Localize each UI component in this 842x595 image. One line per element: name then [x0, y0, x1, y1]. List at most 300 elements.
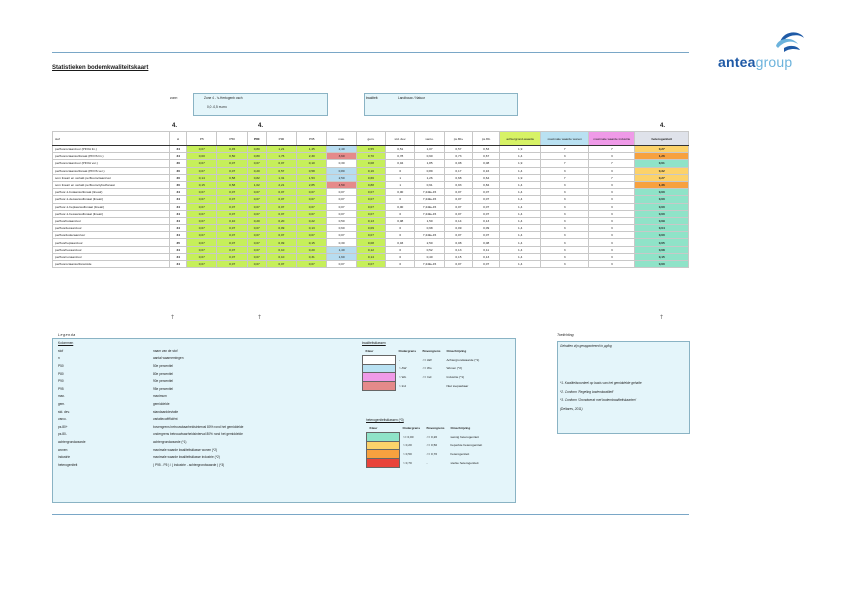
swatch-cell: -: [426, 461, 428, 466]
marker-het: 4.: [660, 123, 666, 129]
table-cell: 1,4: [500, 203, 541, 210]
table-cell: 3: [589, 189, 635, 196]
table-cell: 0,07: [356, 261, 385, 268]
table-cell: 0,20: [247, 217, 266, 224]
table-cell: 7,24E+15: [415, 232, 444, 239]
table-cell: 0: [386, 225, 415, 232]
table-cell: 34: [170, 232, 187, 239]
legend-row: [58, 370, 243, 378]
table-cell: 0,50: [327, 217, 356, 224]
table-cell: 0,07: [187, 189, 217, 196]
color-swatch: [367, 432, 400, 441]
table-cell: 0: [386, 261, 415, 268]
legend-row: [58, 431, 243, 439]
table-cell: 0,12: [356, 246, 385, 253]
table-cell: 0,07: [327, 232, 356, 239]
table-cell: 0,07: [444, 196, 472, 203]
swatch-header: Bovengrens: [422, 349, 441, 354]
legend-desc: achtergrondwaarde (*1): [153, 439, 187, 444]
table-cell: 2,21: [266, 181, 296, 188]
table-cell: 0,07: [187, 261, 217, 268]
table-cell: 0,07: [187, 196, 217, 203]
table-cell: perfluoroctaansulfonamide: [53, 261, 170, 268]
zone-label: zone:: [170, 96, 178, 100]
swatch-cell: > 0,20: [403, 443, 412, 448]
zone-value: Zone 4 - 's-Hertogenb osch: [204, 96, 243, 100]
table-cell: 0,58: [217, 181, 247, 188]
table-cell: 0,20: [266, 217, 296, 224]
table-cell: 0,16: [473, 167, 500, 174]
table-cell: 3: [589, 217, 635, 224]
table-row: [53, 246, 689, 253]
table-cell: 0: [386, 167, 415, 174]
table-cell: 0,60: [327, 225, 356, 232]
swatch-cell: [420, 382, 444, 391]
swatch-row: [363, 364, 483, 373]
table-cell: 1,4: [500, 246, 541, 253]
color-swatch: [363, 364, 396, 373]
table-cell: 0,82: [247, 174, 266, 181]
swatch-cell: heterogeniteit: [450, 452, 470, 457]
table-cell: 34: [170, 189, 187, 196]
table-cell: 0,00: [635, 196, 689, 203]
table-cell: 0,07: [297, 210, 327, 217]
table-cell: 34: [170, 225, 187, 232]
logo-main: antea: [718, 54, 756, 70]
legend-desc: maximale waarde kwaliteitsklasse industrie (*2): [153, 455, 220, 460]
table-cell: 0,07: [187, 146, 217, 153]
table-cell: 30: [170, 167, 187, 174]
table-cell: 0,07: [327, 196, 356, 203]
table-cell: 0,78: [386, 153, 415, 160]
table-cell: 1,53: [297, 174, 327, 181]
table-cell: 1,4: [500, 225, 541, 232]
table-cell: 0,68: [444, 174, 472, 181]
note-line: *3. Conform 'Grondwerat met bodemkwaliteitskaarten': [560, 398, 637, 402]
table-cell: perfluorheptaanzuur: [53, 239, 170, 246]
swatch-cell: Industrie (*1): [446, 375, 465, 380]
column-header: max.: [327, 132, 356, 146]
table-cell: 34: [170, 217, 187, 224]
column-header: varco.: [415, 132, 444, 146]
swatch-cell: > 0,70: [403, 461, 412, 466]
swatch-cell: <= Wo: [422, 366, 432, 371]
table-cell: 1,4: [500, 196, 541, 203]
table-cell: 0,13: [297, 225, 327, 232]
swatch-header: Ondergrens: [402, 426, 421, 431]
table-cell: 0,07: [297, 196, 327, 203]
table-cell: perfluoroctaansulfonaat (PFOS lin.): [53, 153, 170, 160]
toelichting-title: Toelichting: [557, 333, 574, 337]
table-cell: 0,07: [327, 210, 356, 217]
table-cell: 0,93: [444, 181, 472, 188]
table-cell: 0,07: [266, 189, 296, 196]
table-cell: 0,07: [444, 203, 472, 210]
legend-key: achtergrondwaarde: [58, 439, 86, 444]
table-cell: perfluor-1-decaansulfonaat (lineair): [53, 196, 170, 203]
table-cell: 0,15: [187, 181, 217, 188]
table-cell: 0,15: [297, 239, 327, 246]
swatch-header: Bovengrens: [426, 426, 445, 431]
legend-row: [58, 385, 243, 393]
swatch-cell: > Wo: [399, 375, 407, 380]
table-cell: 0,07: [217, 210, 247, 217]
table-cell: 0,07: [327, 261, 356, 268]
table-cell: 3: [589, 246, 635, 253]
column-header: stof: [53, 132, 170, 146]
table-row: [53, 217, 689, 224]
table-cell: perfluordodecaanzuur: [53, 232, 170, 239]
swatch-cell: >= 0,00: [403, 434, 414, 439]
arrow-het: 🡑: [660, 315, 664, 321]
table-cell: 0,55: [356, 146, 385, 153]
legend-row: [58, 347, 243, 355]
color-swatch: [367, 459, 400, 468]
table-cell: 0,07: [297, 261, 327, 268]
legend-row: [58, 415, 243, 423]
table-cell: 0,07: [217, 225, 247, 232]
table-cell: 3: [541, 239, 589, 246]
table-cell: 7: [541, 160, 589, 167]
table-cell: 0,13: [473, 253, 500, 260]
table-row: [53, 261, 689, 268]
table-cell: 0,07: [444, 232, 472, 239]
table-cell: 7,24E+15: [415, 261, 444, 268]
table-cell: 0,31: [297, 253, 327, 260]
table-cell: 1,36: [635, 181, 689, 188]
column-header: P90: [266, 132, 296, 146]
column-header: achtergrond-waarde: [500, 132, 541, 146]
legend-key: heterogeniteit: [58, 462, 78, 467]
legend-key: P90: [58, 379, 64, 384]
table-cell: 0,07: [444, 261, 472, 268]
toelichting-notes: [560, 379, 642, 413]
table-cell: 0,80: [247, 146, 266, 153]
table-cell: 1,07: [415, 146, 444, 153]
legend-desc: standaarddeviatie: [153, 409, 179, 414]
marker-p80: 4.: [258, 123, 264, 129]
kwaliteit-value: Landbouw / Natuur: [398, 96, 425, 100]
table-cell: 3: [589, 239, 635, 246]
table-cell: 0,00: [635, 189, 689, 196]
table-cell: 30: [170, 160, 187, 167]
table-cell: 3: [541, 167, 589, 174]
table-row: [53, 196, 689, 203]
legend-row: [58, 423, 243, 431]
table-cell: 1,4: [500, 261, 541, 268]
table-cell: 4,50: [327, 181, 356, 188]
swatch-cell: > Ind: [399, 384, 406, 389]
table-cell: 0,07: [356, 203, 385, 210]
table-cell: 0,07: [187, 253, 217, 260]
table-cell: 0,07: [187, 232, 217, 239]
legend-key: std. dev.: [58, 409, 70, 414]
table-cell: 1,31: [266, 174, 296, 181]
legend-row: [58, 400, 243, 408]
table-cell: 0,07: [473, 210, 500, 217]
table-cell: 0,09: [473, 225, 500, 232]
table-cell: perfluoroctaanzuur (PFOA lin.): [53, 146, 170, 153]
table-cell: 0,07: [356, 232, 385, 239]
swatch-cell: weinig heterogeniteit: [450, 434, 479, 439]
table-cell: 0,13: [473, 217, 500, 224]
table-cell: 0,07: [247, 253, 266, 260]
table-cell: 0,08: [473, 239, 500, 246]
swatch-header-row: [363, 347, 483, 355]
table-cell: 1,4: [500, 210, 541, 217]
depth-value: 0,0 -0,5 m-mv.: [207, 105, 228, 109]
table-cell: 0,07: [266, 203, 296, 210]
table-row: [53, 225, 689, 232]
legend-key: max.: [58, 394, 65, 399]
table-cell: 1,4: [500, 232, 541, 239]
swatch-cell: beperkte heterogeniteit: [450, 443, 483, 448]
legend-key: P80: [58, 371, 64, 376]
table-cell: 2,85: [297, 181, 327, 188]
swatch-cell: <= 0,50: [426, 443, 438, 448]
legend-row: [58, 453, 243, 461]
table-cell: 1,85: [415, 160, 444, 167]
table-cell: 0,07: [247, 203, 266, 210]
column-header: P95: [297, 132, 327, 146]
table-row: [53, 203, 689, 210]
table-cell: 0,08: [356, 160, 385, 167]
table-cell: 34: [170, 261, 187, 268]
table-cell: 0,07: [473, 232, 500, 239]
legend-desc: variatiecoëfficiënt: [153, 417, 178, 422]
swatch-row: [367, 432, 486, 441]
color-swatch: [367, 450, 400, 459]
table-cell: 0,07: [247, 225, 266, 232]
table-cell: 1,21: [266, 146, 296, 153]
table-cell: 0,67: [473, 153, 500, 160]
table-cell: 0,70: [356, 153, 385, 160]
table-cell: 0,27: [635, 174, 689, 181]
table-cell: 34: [170, 253, 187, 260]
table-cell: 0,07: [327, 189, 356, 196]
legend-desc: 90e percentiel: [153, 379, 174, 384]
table-cell: som lineair en vertakt perfluoroctylsulfonaat: [53, 181, 170, 188]
color-swatch: [367, 441, 400, 450]
swatch-cell: Niet toepasbaar: [446, 384, 469, 389]
legend-key: P95: [58, 386, 64, 391]
table-cell: 0,07: [217, 167, 247, 174]
legend-key: industrie: [58, 455, 71, 460]
note-line: *2. Conform 'Regeling bodemkwaliteit': [560, 389, 614, 394]
color-swatch: [363, 382, 396, 391]
table-cell: 0,08: [444, 160, 472, 167]
table-cell: 3: [589, 203, 635, 210]
legend-desc: maximale waarde kwaliteitsklasse wonen (*2): [153, 447, 218, 452]
table-cell: 0,11: [473, 246, 500, 253]
legend-row: [58, 362, 243, 370]
legend-desc: gemiddelde: [153, 401, 170, 406]
table-cell: 1,45: [297, 146, 327, 153]
table-cell: 3: [541, 232, 589, 239]
table-cell: 34: [170, 146, 187, 153]
table-row: [53, 174, 689, 181]
table-cell: 0,07: [217, 196, 247, 203]
table-cell: 3: [589, 225, 635, 232]
table-cell: 0,89: [415, 167, 444, 174]
table-cell: 1,60: [327, 253, 356, 260]
swatch-header-row: [367, 424, 486, 432]
table-cell: 0,07: [266, 232, 296, 239]
table-cell: 0,84: [473, 181, 500, 188]
color-swatch: [363, 373, 396, 382]
table-cell: 0,58: [217, 174, 247, 181]
legend-desc: bovengrens betrouwbaarheidsinterval 80% rond het gemiddelde: [153, 424, 244, 429]
table-cell: 30: [170, 181, 187, 188]
table-cell: 0,09: [266, 225, 296, 232]
column-header: P80: [247, 132, 266, 146]
swatch-row: [367, 459, 486, 468]
legend-row: [58, 461, 243, 469]
table-header-row: [53, 132, 689, 146]
statistics-table: [52, 131, 689, 268]
table-cell: 0,10: [297, 160, 327, 167]
table-cell: 3: [589, 153, 635, 160]
table-cell: 0,10: [266, 246, 296, 253]
table-cell: 0,73: [444, 153, 472, 160]
kwaliteitsklassen-title: kwaliteitsklassen: [362, 341, 386, 345]
table-cell: 1,4: [500, 153, 541, 160]
table-cell: 0,09: [635, 217, 689, 224]
column-header: P50: [217, 132, 247, 146]
table-cell: 0,45: [217, 146, 247, 153]
table-cell: 0,07: [266, 261, 296, 268]
table-row: [53, 181, 689, 188]
table-cell: 0,98: [415, 225, 444, 232]
table-cell: 1,40: [327, 246, 356, 253]
table-cell: 0,09: [356, 225, 385, 232]
table-cell: 34: [170, 246, 187, 253]
table-cell: 0,00: [386, 189, 415, 196]
table-cell: 3: [589, 253, 635, 260]
table-cell: 0,07: [217, 246, 247, 253]
table-cell: 0,07: [247, 239, 266, 246]
table-cell: 3: [541, 253, 589, 260]
legend-row: [58, 377, 243, 385]
arrow-p80: 🡑: [258, 315, 262, 321]
table-cell: 1: [386, 181, 415, 188]
table-cell: 0,04: [635, 225, 689, 232]
table-cell: 0,30: [327, 160, 356, 167]
table-cell: 0,16: [356, 167, 385, 174]
table-cell: 0,07: [217, 160, 247, 167]
table-row: [53, 160, 689, 167]
legend-key: ps.80-: [58, 432, 67, 437]
table-cell: 0,07: [217, 203, 247, 210]
table-cell: som lineair en vertakt perfluoroctaanzuur: [53, 174, 170, 181]
table-cell: 7,24E+15: [415, 189, 444, 196]
legend-desc: maximum: [153, 394, 167, 399]
table-cell: perfluor-1-hexaansulfonaat (lineair): [53, 210, 170, 217]
table-row: [53, 189, 689, 196]
table-row: [53, 253, 689, 260]
legend-desc: 50e percentiel: [153, 363, 174, 368]
table-cell: 0,15: [635, 253, 689, 260]
table-cell: 0: [386, 246, 415, 253]
table-cell: 1,02: [247, 181, 266, 188]
table-cell: 1,50: [415, 217, 444, 224]
table-cell: 0,07: [187, 239, 217, 246]
table-cell: 0,07: [217, 232, 247, 239]
table-cell: 0,08: [386, 217, 415, 224]
table-cell: 0,07: [187, 246, 217, 253]
table-cell: perfluornonaanzuur: [53, 253, 170, 260]
legend-key: varco.: [58, 417, 67, 422]
table-cell: 0,07: [217, 189, 247, 196]
table-cell: 0,32: [635, 167, 689, 174]
table-cell: 3: [541, 210, 589, 217]
table-cell: 1,4: [500, 181, 541, 188]
table-cell: 0,07: [444, 210, 472, 217]
swatch-cell: <= 0,70: [426, 452, 438, 457]
swatch-row: [367, 441, 486, 450]
table-cell: 1,4: [500, 239, 541, 246]
table-cell: 0,57: [444, 146, 472, 153]
swatch-row: [363, 373, 483, 382]
table-cell: 0,07: [187, 167, 217, 174]
table-cell: 0: [386, 210, 415, 217]
table-cell: 0,07: [217, 253, 247, 260]
top-divider: [52, 52, 689, 53]
table-cell: 34: [170, 203, 187, 210]
table-cell: 0,91: [415, 181, 444, 188]
table-cell: 0,07: [356, 210, 385, 217]
legend-desc: 80e percentiel: [153, 371, 174, 376]
table-cell: 0: [386, 232, 415, 239]
table-cell: 0: [386, 253, 415, 260]
table-cell: 1,4: [500, 189, 541, 196]
table-row: [53, 232, 689, 239]
table-cell: 0,07: [266, 196, 296, 203]
swatch-header: Omschrijving: [446, 349, 467, 354]
table-cell: 0,17: [444, 167, 472, 174]
swatch-header: Kleur: [365, 348, 374, 353]
table-cell: perfluoroctaansulfonaat (PFOS ver.): [53, 167, 170, 174]
table-row: [53, 239, 689, 246]
table-cell: 0,07: [356, 189, 385, 196]
table-cell: 0,14: [444, 217, 472, 224]
table-cell: 0,08: [635, 246, 689, 253]
column-header: P5: [187, 132, 217, 146]
table-cell: 0,07: [217, 239, 247, 246]
heterogeniteit-title: heterogeniteitsklassen (*3): [366, 418, 404, 422]
kwaliteit-box: [364, 93, 518, 116]
swatch-header: Ondergrens: [398, 349, 417, 354]
table-cell: 0,07: [247, 261, 266, 268]
column-header: gem.: [356, 132, 385, 146]
table-row: [53, 146, 689, 153]
table-row: [53, 210, 689, 217]
table-cell: 1,4: [500, 253, 541, 260]
table-cell: 0,20: [247, 167, 266, 174]
table-cell: 2,50: [415, 239, 444, 246]
table-cell: 3: [541, 225, 589, 232]
legend-desc: 95e percentiel: [153, 386, 174, 391]
legend-key: gem.: [58, 401, 66, 406]
column-header: heterogeniteit: [635, 132, 689, 146]
table-cell: 1,76: [266, 153, 296, 160]
table-cell: 0,00: [386, 203, 415, 210]
table-cell: 2,40: [327, 146, 356, 153]
table-cell: 3: [541, 189, 589, 196]
legend-row: [58, 446, 243, 454]
table-cell: 0,57: [266, 167, 296, 174]
swatch-cell: <= AW: [422, 357, 432, 362]
